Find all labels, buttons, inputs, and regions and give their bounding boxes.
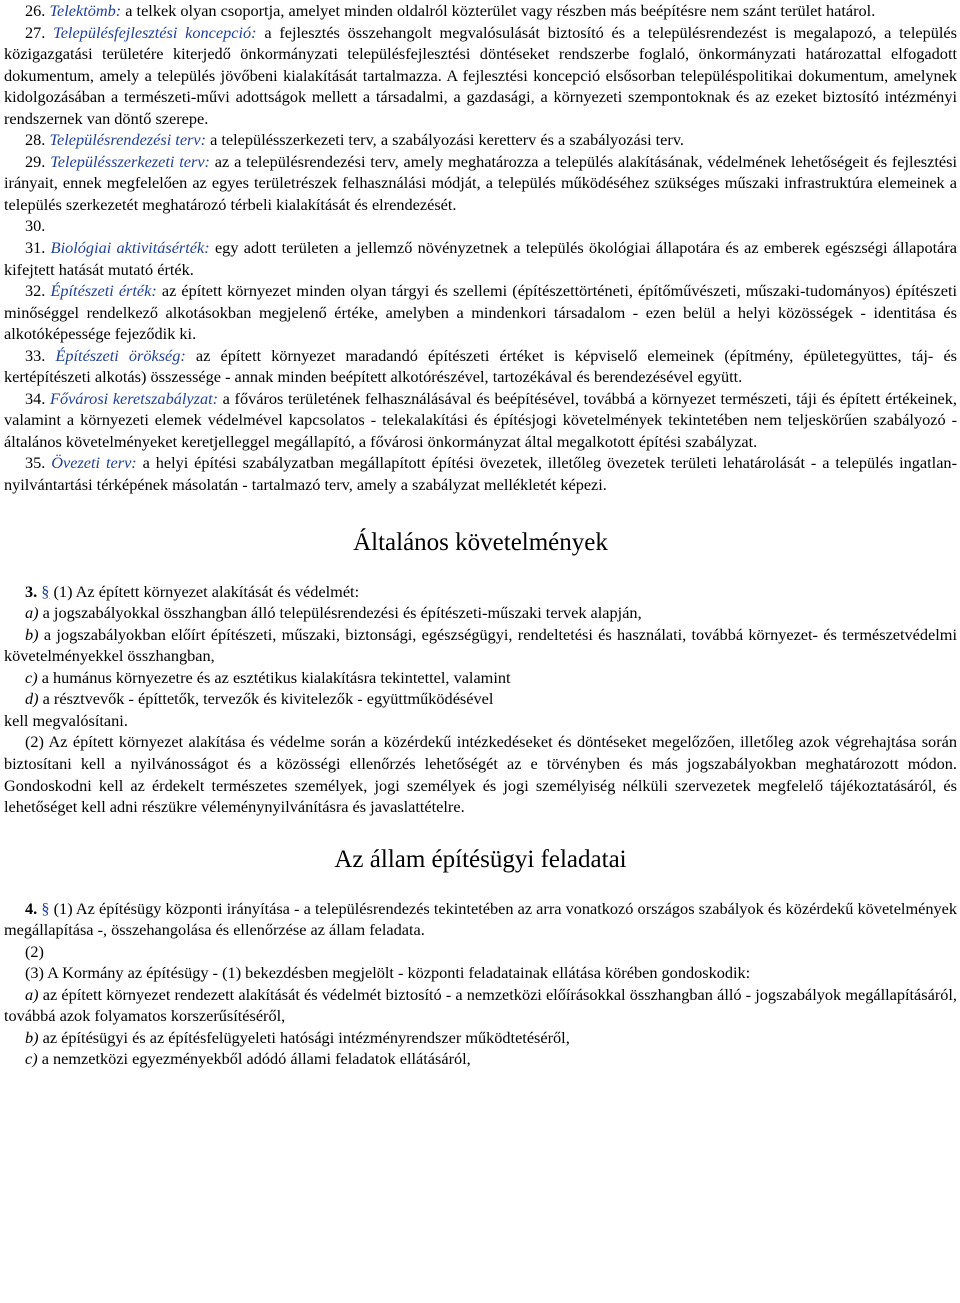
- list-item-b: [4, 1027, 957, 1049]
- definition-term: Fővárosi keretszabályzat:: [50, 388, 219, 408]
- definition-term: Építészeti örökség:: [55, 345, 186, 365]
- list-item-b: [4, 624, 957, 667]
- list-text: a jogszabályokban előírt építészeti, műszaki, biztonsági, egészségügyi, rendeltetési és használati, továbbá környezet- és természetvédelmi követelményekkel összhangban,: [4, 624, 957, 666]
- definition-number: 32.: [25, 281, 46, 301]
- list-item-c: [4, 667, 957, 689]
- definition-number: 35.: [25, 453, 46, 473]
- definition-number: 29.: [25, 151, 46, 171]
- definition-text: a telkek olyan csoportja, amelyet minden oldalról közterület vagy részben más beépítésre nem szánt terület határol.: [121, 1, 876, 20]
- definition-32: [4, 280, 957, 345]
- definition-28: [4, 129, 957, 151]
- paragraph-text: (2) Az épített környezet alakítása és védelme során a közérdekű intézkedéseket és döntéseket megelőzően, illetőleg azok végrehajtása során biztosítani kell a nyilvánosságot és a közösségi ellenőrzés lehetőségét az e törvényben és más jogszabályokban meghatározott módon. Gondoskodni kell az érdekelt természetes személyek, jogi személyek és jogi személyiség nélküli szervezetek megfelelő tájékoztatásáról, és lehetőséget kell adni részükre véleménynyilvánításra és javaslattételre.: [4, 732, 957, 817]
- list-letter: c): [25, 1049, 38, 1069]
- list-text: a humánus környezetre és az esztétikus kialakításra tekintettel, valamint: [37, 667, 511, 687]
- paragraph-4-3: [4, 962, 957, 984]
- definition-text: az épített környezet maradandó építészeti értéket is képviselő elemeinek (építmény, épületegyüttes, táj- és kertépítészeti alkotás) összessége - annak minden beépített alkotórészével, tartozékával és berendezésével együtt.: [4, 345, 958, 387]
- list-text: a nemzetközi egyezményekből adódó állami feladatok ellátásáról,: [37, 1049, 471, 1069]
- list-item-d: [4, 688, 957, 710]
- definition-text: az épített környezet minden olyan tárgyi és szellemi (építészettörténeti, építőművészeti, műszaki-tudományos) építészeti minőséggel rendelkező alkotásokban megjelenő értéke, amelyben a mindenkori társadalom - ezen belül a helyi közösségek - identitása és alkotóképessége fejeződik ki.: [4, 281, 957, 344]
- section-sign-link[interactable]: §: [41, 898, 50, 918]
- definition-number: 27.: [25, 22, 46, 42]
- definition-34: [4, 388, 957, 453]
- definition-term: Építészeti érték:: [50, 281, 157, 301]
- definition-text: a fejlesztés összehangolt megvalósulását biztosító és a településrendezést is megalapozó, a település közigazgatási területére kiterjedő önkormányzati településfejlesztési döntéseket rendszerbe foglaló, önkormányzati határozattal elfogadott dokumentum, amely a település jövőbeni kialakítását tartalmazza. A fejlesztési koncepció elsősorban településpolitikai dokumentum, amelynek kidolgozásában a természeti-művi adottságok mellett a társadalmi, a gazdasági, a környezeti szempontoknak és az ezeket biztosító intézményi rendszernek van döntő szerepe.: [4, 22, 957, 128]
- definition-term: Településszerkezeti terv:: [50, 151, 210, 171]
- definition-text: egy adott területen a jellemző növényzetnek a település ökológiai állapotára és az emberek egészségi állapotára kifejtett hatását mutató érték.: [4, 238, 958, 279]
- definition-number: 30.: [25, 216, 46, 236]
- section-heading-state-tasks: Az állam építésügyi feladatai: [334, 845, 627, 873]
- definition-31: [4, 237, 957, 280]
- paragraph-closing: kell megvalósítani.: [4, 710, 128, 730]
- paragraph-text: (1) Az építésügy központi irányítása - a településrendezés tekintetében az arra vonatkozó országos szabályok és közérdekű követelmények megállapítása -, összehangolása és ellenőrzése az állam feladata.: [4, 898, 957, 940]
- list-text: a jogszabályokkal összhangban álló településrendezési és építészeti-műszaki tervek alapján,: [38, 603, 642, 623]
- definition-text: a főváros területének felhasználásával és beépítésével, továbbá a környezet természeti, táji és épített értékeinek, valamint a környezeti elemek védelmével kapcsolatos - telekalakítási és építésjogi követelmények tekintetében nem teljeskörűen szabályozó - általános követelményeket keretjelleggel megállapító, a fővárosi önkormányzat által megalkotott építési szabályzat.: [4, 388, 957, 451]
- paragraph-4-1: [4, 898, 957, 941]
- definition-term: Településrendezési terv:: [49, 130, 207, 150]
- definition-text: az a településrendezési terv, amely meghatározza a település alakításának, védelmének lehetőségeit és fejlesztési irányait, ennek megfelelően az egyes területrészek felhasználási módját, a település működéséhez szükséges műszaki infrastruktúra elemeinek a település szerkezetét meghatározó térbeli kialakítását és elrendezését.: [4, 151, 957, 214]
- list-letter: b): [25, 1027, 39, 1047]
- definition-number: 28.: [25, 130, 46, 150]
- list-item-a: [4, 984, 957, 1027]
- paragraph-3-2: [4, 731, 957, 817]
- section-heading-general-requirements: Általános követelmények: [353, 528, 608, 556]
- definition-29: [4, 151, 957, 216]
- paragraph-text: (3) A Kormány az építésügy - (1) bekezdésben megjelölt - központi feladatainak ellátása körében gondoskodik:: [25, 963, 751, 983]
- paragraph-number: 4.: [25, 898, 38, 918]
- paragraph-number: 3.: [25, 581, 38, 601]
- definition-term: Biológiai aktivitásérték:: [50, 238, 210, 258]
- definition-text: a településszerkezeti terv, a szabályozási keretterv és a szabályozási terv.: [206, 130, 684, 150]
- definition-number: 33.: [25, 345, 46, 365]
- definition-30: [4, 215, 957, 237]
- definition-number: 31.: [25, 238, 46, 258]
- definition-33: [4, 345, 957, 388]
- definition-term: Telektömb:: [49, 1, 122, 20]
- list-text: az építésügyi és az építésfelügyeleti hatósági intézményrendszer működtetéséről,: [38, 1027, 570, 1047]
- definition-27: [4, 22, 957, 130]
- definition-number: 26.: [25, 1, 46, 20]
- paragraph-4-2: [4, 941, 957, 963]
- paragraph-text: (2): [25, 941, 44, 961]
- list-letter: a): [25, 984, 39, 1004]
- definition-26: [4, 0, 957, 22]
- definition-35: [4, 452, 957, 495]
- list-letter: c): [25, 667, 38, 687]
- definition-term: Településfejlesztési koncepció:: [53, 22, 257, 42]
- list-letter: d): [25, 689, 39, 709]
- list-text: a résztvevők - építtetők, tervezők és kivitelezők - együttműködésével: [38, 689, 494, 709]
- list-text: az épített környezet rendezett alakítását és védelmét biztosító - a nemzetközi előírásokkal összhangban álló - jogszabályok megállapításáról, továbbá azok folyamatos korszerűsítéséről,: [4, 984, 957, 1026]
- paragraph-3-1: [4, 581, 957, 603]
- paragraph-text: (1) Az épített környezet alakítását és védelmét:: [49, 581, 360, 601]
- definition-term: Övezeti terv:: [51, 453, 137, 473]
- section-sign-link[interactable]: §: [41, 581, 50, 601]
- list-item-a: [4, 602, 957, 624]
- list-item-c: [4, 1048, 957, 1070]
- definition-text: a helyi építési szabályzatban megállapított építési övezetek, illetőleg övezetek területi lehatárolását - a település ingatlan-nyilvántartási térképének másolatán - tartalmazó terv, amely a szabályzat mellékletét képezi.: [4, 453, 957, 495]
- list-letter: b): [25, 624, 39, 644]
- list-letter: a): [25, 603, 39, 623]
- definition-number: 34.: [25, 388, 46, 408]
